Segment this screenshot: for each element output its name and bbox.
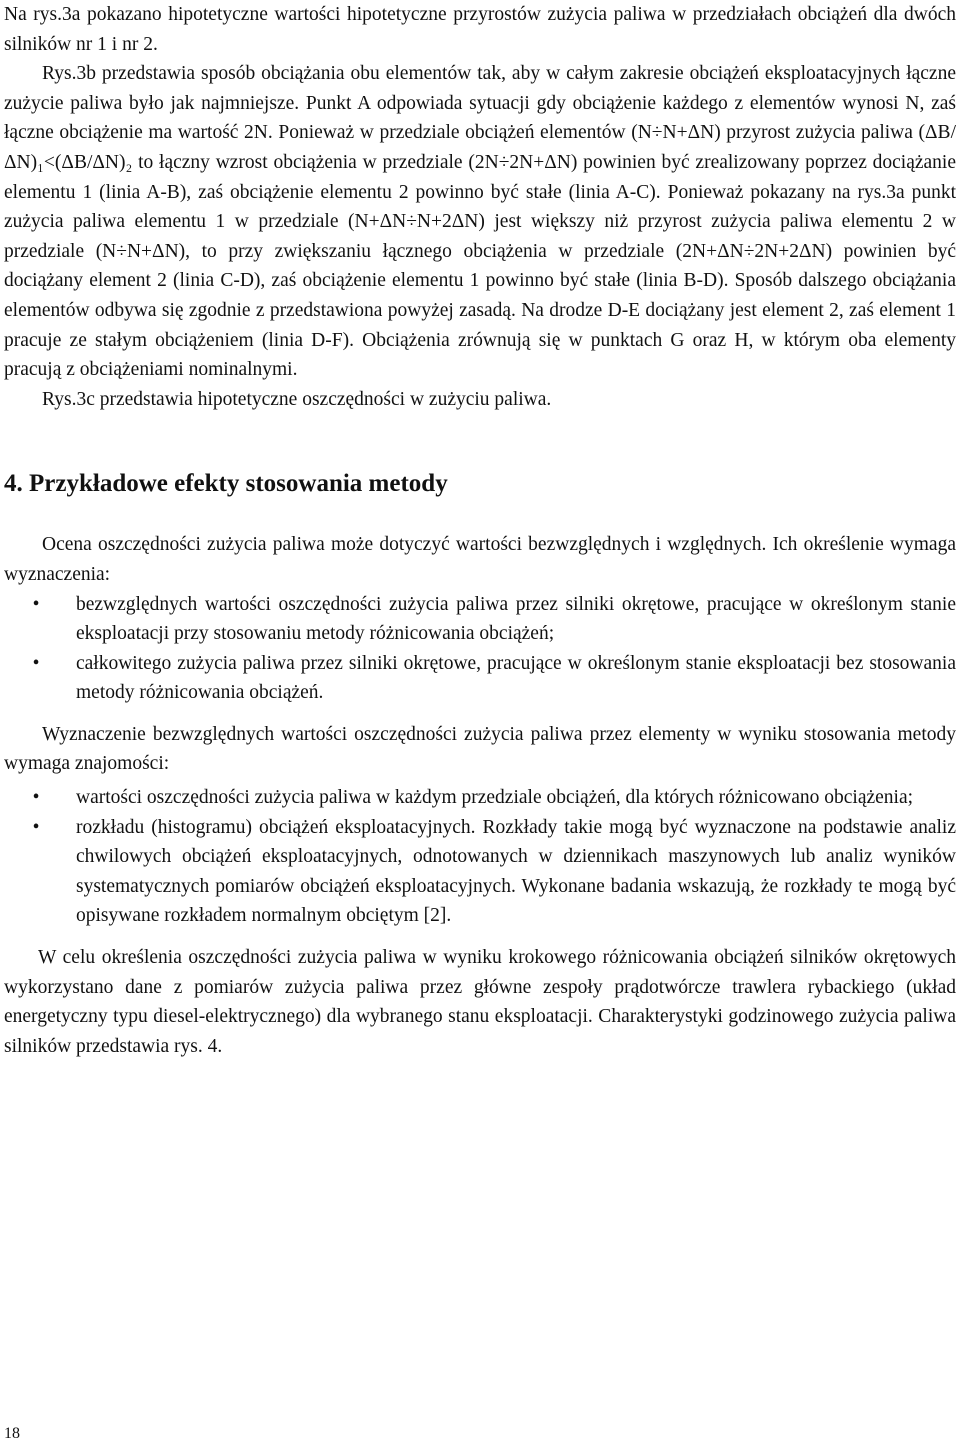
paragraph-section-intro: Ocena oszczędności zużycia paliwa może dotyczyć wartości bezwzględnych i względnych. Ich określenie wymaga wyznaczenia: bbox=[4, 534, 956, 585]
list-item-text: całkowitego zużycia paliwa przez silniki okrętowe, pracujące w określonym stanie eksploatacji bez stosowania metody różnicowania obciążeń. bbox=[76, 652, 956, 704]
paragraph-rys3b-description: Rys.3b przedstawia sposób obciążania obu elementów tak, aby w całym zakresie obciążeń eksploatacyjnych łączne zużycie paliwa było jak najmniejsze. Punkt A odpowiada sytuacji gdy obciążenie każdego z elementów wynosi N, zaś łączne obciążenie ma wartość 2N. Ponieważ w przedziale obciążeń elementów (N÷N+ΔN) przyrost zużycia paliwa (ΔB/ΔN)₁<(ΔB/ΔN)₂ to łączny wzrost obciążenia w przedziale (2N÷2N+ΔN) powinien być zrealizowany poprzez dociążanie elementu 1 (linia A-B), zaś obciążenie elementu 2 powinno być stałe (linia A-C). Ponieważ pokazany na rys.3a punkt zużycia paliwa elementu 1 w przedziale (N+ΔN÷N+2ΔN) jest większy niż przyrost zużycia paliwa elementu 2 w przedziale (N÷N+ΔN), to przy zwiększaniu łącznego obciążenia w przedziale (2N+ΔN÷2N+2ΔN) powinien być dociążany element 2 (linia C-D), zaś obciążenie elementu 1 powinno być stałe (linia B-D). Sposób dalszego obciążania elementów odbywa się zgodnie z przedstawiona powyżej zasadą. Na drodze D-E dociążany jest element 2, zaś element 1 pracuje ze stałym obciążeniem (linia D-F). Obciążenia zrównują się w punktach G oraz H, w którym oba elementy pracują z obciążeniami nominalnymi. bbox=[4, 63, 956, 381]
bullet-list-1 bbox=[4, 590, 956, 708]
paragraph-rys3c: Rys.3c przedstawia hipotetyczne oszczędności w zużyciu paliwa. bbox=[42, 388, 552, 410]
list-item bbox=[4, 590, 956, 649]
page-number: 18 bbox=[4, 1425, 20, 1442]
paragraph-intro-rys3a: Na rys.3a pokazano hipotetyczne wartości hipotetyczne przyrostów zużycia paliwa w przedziałach obciążeń dla dwóch silników nr 1 i nr 2. bbox=[4, 4, 956, 55]
bullet-icon: • bbox=[32, 652, 40, 674]
section-heading: 4. Przykładowe efekty stosowania metody bbox=[4, 470, 448, 498]
list-item-text: bezwzględnych wartości oszczędności zużycia paliwa przez silniki okrętowe, pracujące w określonym stanie eksploatacji przy stosowaniu metody różnicowania obciążeń; bbox=[76, 593, 956, 645]
bullet-icon: • bbox=[32, 787, 40, 809]
paragraph-method-application: W celu określenia oszczędności zużycia paliwa w wyniku krokowego różnicowania obciążeń silników okrętowych wykorzystano dane z pomiarów zużycia paliwa przez główne zespoły prądotwórcze trawlera rybackiego (układ energetyczny typu diesel-elektrycznego) dla wybranego stanu eksploatacji. Charakterystyki godzinowego zużycia paliwa silników przedstawia rys. 4. bbox=[4, 947, 956, 1057]
list-item-text: rozkładu (histogramu) obciążeń eksploatacyjnych. Rozkłady takie mogą być wyznaczone na podstawie analiz chwilowych obciążeń eksploatacyjnych, odnotowanych w dziennikach maszynowych lub analiz wyników systematycznych pomiarów obciążeń eksploatacyjnych. Wykonane badania wskazują, że rozkłady te mogą być opisywane rozkładem normalnym obciętym [2]. bbox=[76, 816, 956, 927]
list-item bbox=[4, 649, 956, 708]
document-page bbox=[4, 0, 956, 1061]
list-item bbox=[4, 783, 956, 813]
paragraph-requirements: Wyznaczenie bezwzględnych wartości oszczędności zużycia paliwa przez elementy w wyniku stosowania metody wymaga znajomości: bbox=[4, 723, 956, 775]
bullet-list-2 bbox=[4, 783, 956, 931]
bullet-icon: • bbox=[32, 593, 40, 615]
list-item bbox=[4, 813, 956, 931]
bullet-icon: • bbox=[32, 816, 40, 838]
list-item-text: wartości oszczędności zużycia paliwa w każdym przedziale obciążeń, dla których różnicowano obciążenia; bbox=[76, 787, 914, 809]
